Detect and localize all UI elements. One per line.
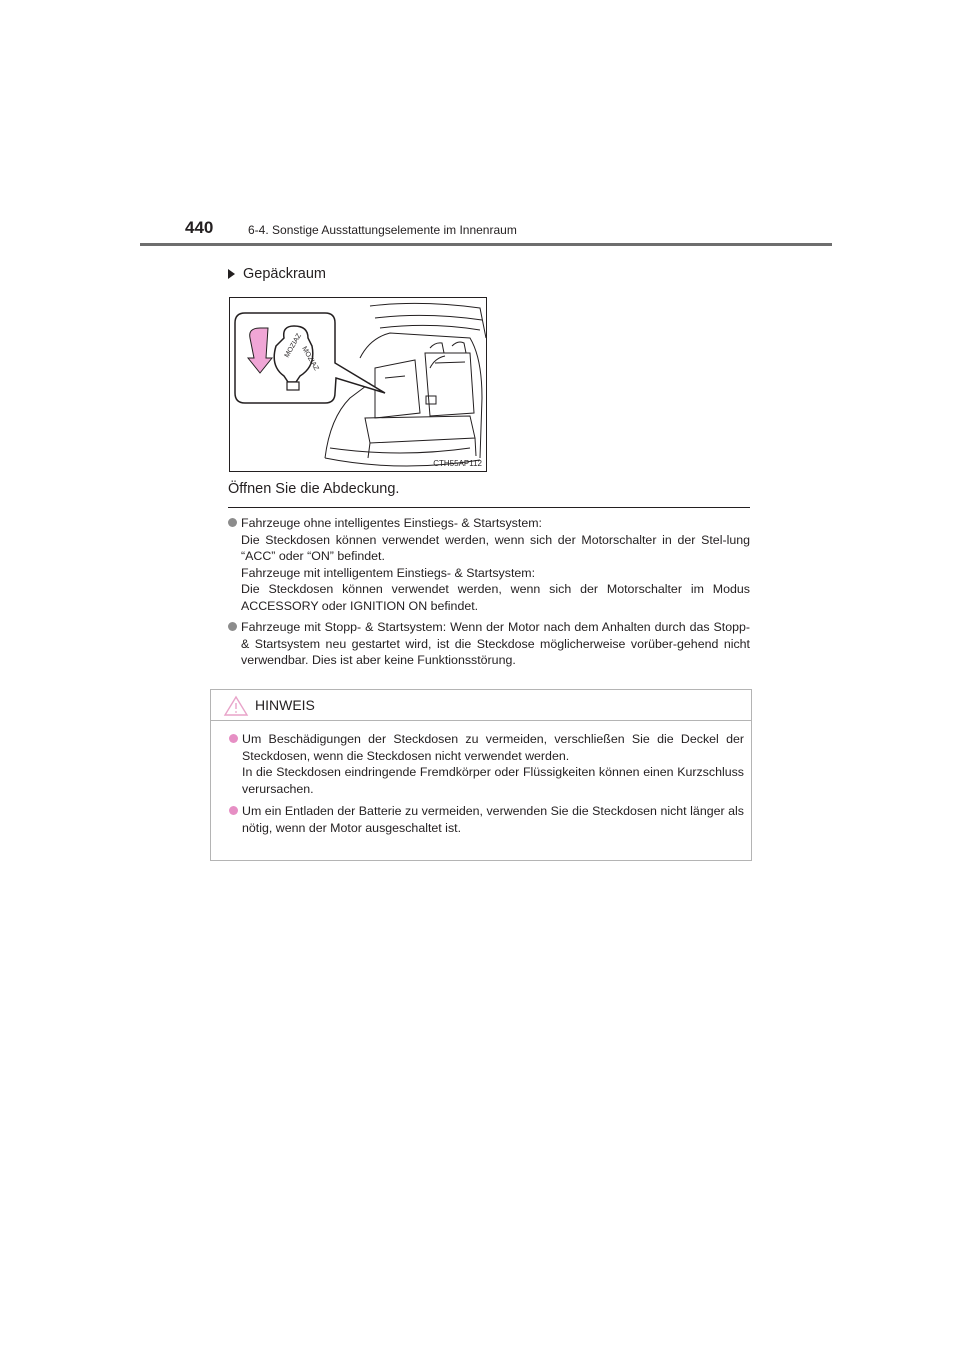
trunk-drawing <box>230 298 486 471</box>
note-item <box>228 619 750 669</box>
notes-list <box>228 515 750 674</box>
bullet-icon <box>228 622 237 631</box>
figure-code: CTH55AP112 <box>433 459 482 468</box>
section-divider <box>228 507 750 508</box>
subheading <box>228 266 326 282</box>
hinweis-body <box>229 731 744 842</box>
hinweis-label: HINWEIS <box>255 697 315 713</box>
note-line: Fahrzeuge mit intelligentem Einstiegs- & Startsystem: <box>241 565 536 580</box>
page-number: 440 <box>185 218 214 237</box>
section-title: 6-4. Sonstige Ausstattungselemente im Innenraum <box>248 223 517 237</box>
note-line: Fahrzeuge ohne intelligentes Einstiegs- & Startsystem: <box>241 516 542 530</box>
cap-text-left: MOZIAZ <box>283 332 303 359</box>
hinweis-item <box>229 803 744 836</box>
bullet-icon <box>229 734 238 743</box>
cap-text-right: MOZIAZ <box>300 345 320 372</box>
header-rule <box>140 243 832 246</box>
note-line: Die Steckdosen können verwendet werden, wenn sich der Motorschalter in der Stel-lung “ACC” oder “ON” befindet. <box>241 532 750 563</box>
hinweis-line: Um Beschädigungen der Steckdosen zu vermeiden, verschließen Sie die Deckel der Steckdosen, wenn die Steckdosen nicht verwendet werden. <box>242 732 744 763</box>
triangle-bullet-icon <box>228 269 235 279</box>
hinweis-header <box>211 690 751 721</box>
hinweis-line: In die Steckdosen eindringende Fremdkörper oder Flüssigkeiten können einen Kurzschluss verursachen. <box>242 765 744 796</box>
bullet-icon <box>229 806 238 815</box>
subheading-label: Gepäckraum <box>243 266 327 282</box>
warning-triangle-icon <box>223 695 249 717</box>
luggage-area-illustration <box>229 297 487 472</box>
hinweis-box <box>210 689 752 861</box>
hinweis-line: Um ein Entladen der Batterie zu vermeiden, verwenden Sie die Steckdosen nicht länger als nötig, wenn der Motor ausgeschaltet ist. <box>242 804 744 835</box>
note-line: Fahrzeuge mit Stopp- & Startsystem: Wenn der Motor nach dem Anhalten durch das Stopp- & Startsystem neu gestartet wird, ist die Steckdose möglicherweise vorüber-gehend nicht verwendbar. Dies ist aber keine Funktionsstörung. <box>241 620 750 667</box>
note-line: Die Steckdosen können verwendet werden, wenn sich der Motorschalter im Modus ACCESSORY oder IGNITION ON befindet. <box>241 582 750 613</box>
note-item <box>228 515 750 614</box>
instruction-text: Öffnen Sie die Abdeckung. <box>228 481 400 497</box>
hinweis-item <box>229 731 744 797</box>
bullet-icon <box>228 518 237 527</box>
